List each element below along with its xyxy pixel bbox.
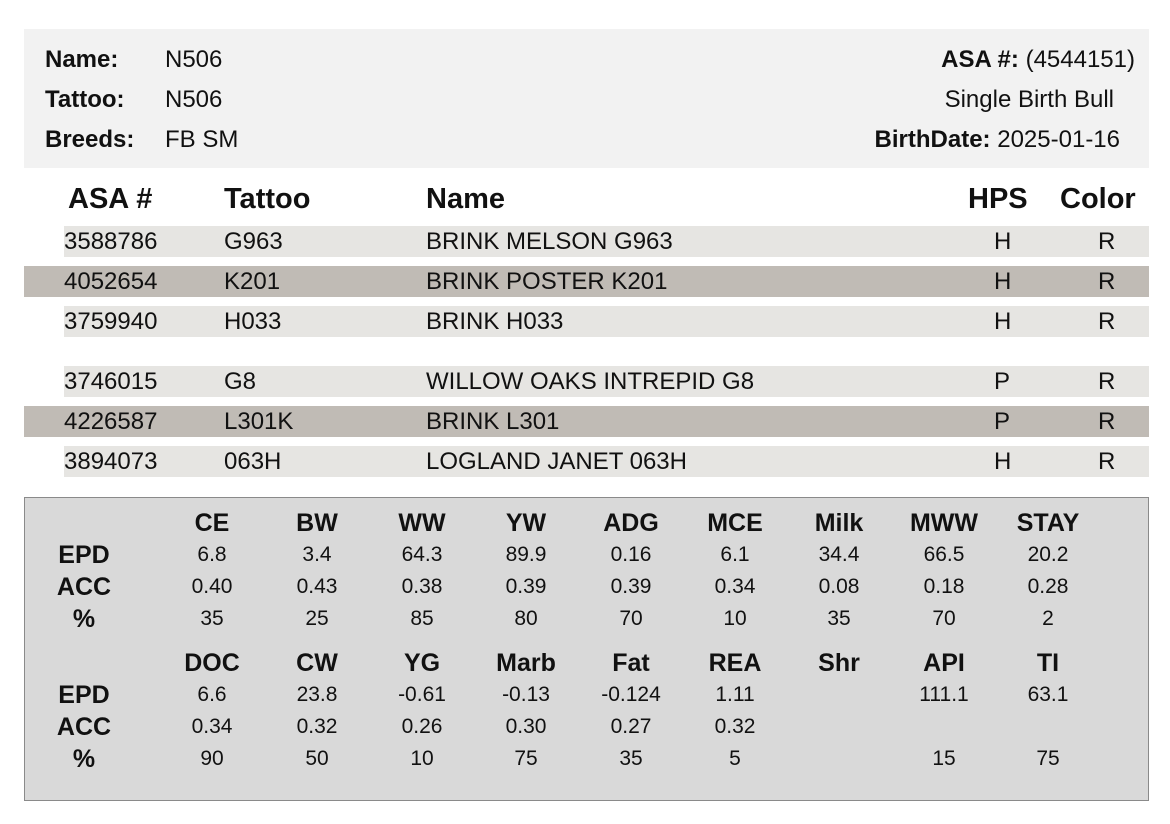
pct-value: 35 [200, 607, 224, 630]
epd-value: 23.8 [296, 683, 338, 706]
epd-value: 34.4 [818, 543, 860, 566]
trait-header: TI [1036, 649, 1060, 677]
row-label-pct: % [72, 605, 96, 633]
pct-value: 75 [514, 747, 538, 770]
tattoo-value: N506 [165, 86, 223, 113]
row-tattoo: 063H [224, 448, 282, 475]
pedigree-row [24, 266, 1149, 297]
epd-value: 6.6 [197, 683, 227, 706]
acc-value: 0.27 [610, 715, 652, 738]
trait-header: MCE [707, 509, 763, 537]
acc-value: 0.28 [1027, 575, 1069, 598]
trait-header: ADG [603, 509, 659, 537]
acc-value: 0.39 [610, 575, 652, 598]
col-header-color: Color [1060, 183, 1136, 215]
trait-header: API [923, 649, 965, 677]
row-color: R [1098, 228, 1116, 255]
trait-header: Marb [496, 649, 556, 677]
acc-value: 0.43 [296, 575, 338, 598]
row-hps: H [994, 268, 1012, 295]
epd-value: 6.8 [197, 543, 227, 566]
row-label-acc: ACC [56, 573, 112, 601]
row-asa: 3746015 [64, 368, 158, 395]
trait-header: Shr [818, 649, 860, 677]
row-color: R [1098, 308, 1116, 335]
row-asa: 4052654 [64, 268, 158, 295]
epd-value: -0.124 [601, 683, 661, 706]
pct-value: 2 [1042, 607, 1054, 630]
acc-value: 0.18 [923, 575, 965, 598]
pct-value: 80 [514, 607, 538, 630]
pedigree-row [24, 406, 1149, 437]
trait-header: REA [708, 649, 762, 677]
row-name: BRINK L301 [426, 408, 560, 435]
row-name: BRINK H033 [426, 308, 564, 335]
row-color: R [1098, 268, 1116, 295]
row-tattoo: G963 [224, 228, 283, 255]
row-hps: P [994, 408, 1011, 435]
trait-header: YW [505, 509, 547, 537]
epd-value: 111.1 [919, 683, 969, 706]
epd-value: 0.16 [610, 543, 652, 566]
name-label: Name: [45, 46, 119, 73]
pedigree-row [64, 306, 1149, 337]
row-asa: 3894073 [64, 448, 158, 475]
trait-header: WW [398, 509, 446, 537]
trait-header: CE [194, 509, 230, 537]
row-asa: 4226587 [64, 408, 158, 435]
acc-value: 0.34 [191, 715, 233, 738]
epd-value: -0.61 [398, 683, 446, 706]
row-label-epd: EPD [58, 681, 110, 709]
pct-value: 90 [200, 747, 224, 770]
row-tattoo: H033 [224, 308, 282, 335]
epd-value: 64.3 [401, 543, 443, 566]
epd-value: 6.1 [720, 543, 750, 566]
pct-value: 15 [932, 747, 956, 770]
name-value: N506 [165, 46, 223, 73]
acc-value: 0.08 [818, 575, 860, 598]
pct-value: 85 [410, 607, 434, 630]
row-name: BRINK MELSON G963 [426, 228, 673, 255]
asa-label: ASA #: [941, 46, 1019, 73]
breeds-value: FB SM [165, 126, 239, 153]
asa-value: (4544151) [1025, 46, 1135, 73]
birthdate-label: BirthDate: [874, 126, 991, 153]
col-header-asa: ASA # [68, 183, 153, 215]
epd-value: -0.13 [502, 683, 550, 706]
col-header-tattoo: Tattoo [224, 183, 311, 215]
epd-value: 3.4 [302, 543, 332, 566]
acc-value: 0.32 [714, 715, 756, 738]
pct-value: 10 [410, 747, 434, 770]
acc-value: 0.39 [505, 575, 547, 598]
pct-value: 70 [619, 607, 643, 630]
pct-value: 25 [305, 607, 329, 630]
row-hps: H [994, 448, 1012, 475]
breeds-label: Breeds: [45, 126, 135, 153]
pct-value: 10 [723, 607, 747, 630]
trait-header: Milk [814, 509, 864, 537]
row-color: R [1098, 448, 1116, 475]
pct-value: 5 [729, 747, 741, 770]
row-name: BRINK POSTER K201 [426, 268, 668, 295]
trait-header: CW [296, 649, 338, 677]
animal-header [24, 29, 1149, 168]
pedigree-row [64, 446, 1149, 477]
acc-value: 0.30 [505, 715, 547, 738]
row-hps: H [994, 228, 1012, 255]
row-label-pct: % [72, 745, 96, 773]
row-name: WILLOW OAKS INTREPID G8 [426, 368, 755, 395]
trait-header: YG [403, 649, 441, 677]
birth-type: Single Birth Bull [944, 86, 1114, 113]
trait-header: STAY [1016, 509, 1080, 537]
trait-header: DOC [184, 649, 240, 677]
trait-header: MWW [909, 509, 979, 537]
row-tattoo: L301K [224, 408, 294, 435]
pct-value: 50 [305, 747, 329, 770]
pct-value: 70 [932, 607, 956, 630]
row-tattoo: K201 [224, 268, 281, 295]
epd-value: 66.5 [923, 543, 965, 566]
row-color: R [1098, 368, 1116, 395]
epd-table [24, 497, 1149, 801]
trait-header: Fat [612, 649, 650, 677]
row-tattoo: G8 [224, 368, 257, 395]
acc-value: 0.38 [401, 575, 443, 598]
asa-number [941, 46, 1135, 74]
col-header-hps: HPS [968, 183, 1028, 215]
birthdate [875, 126, 1120, 154]
row-asa: 3759940 [64, 308, 158, 335]
acc-value: 0.34 [714, 575, 756, 598]
acc-value: 0.32 [296, 715, 338, 738]
birthdate-value: 2025-01-16 [997, 126, 1120, 153]
row-hps: H [994, 308, 1012, 335]
tattoo-label: Tattoo: [45, 86, 125, 113]
pct-value: 35 [619, 747, 643, 770]
acc-value: 0.40 [191, 575, 233, 598]
pedigree-row [64, 366, 1149, 397]
row-label-epd: EPD [58, 541, 110, 569]
acc-value: 0.26 [401, 715, 443, 738]
epd-value: 89.9 [505, 543, 547, 566]
row-color: R [1098, 408, 1116, 435]
epd-value: 1.11 [715, 683, 755, 706]
col-header-name: Name [426, 183, 505, 215]
pct-value: 35 [827, 607, 851, 630]
pct-value: 75 [1036, 747, 1060, 770]
pedigree-row [64, 226, 1149, 257]
row-name: LOGLAND JANET 063H [426, 448, 687, 475]
row-asa: 3588786 [64, 228, 158, 255]
trait-header: BW [296, 509, 338, 537]
epd-value: 20.2 [1027, 543, 1069, 566]
row-hps: P [994, 368, 1011, 395]
row-label-acc: ACC [56, 713, 112, 741]
epd-value: 63.1 [1027, 683, 1069, 706]
